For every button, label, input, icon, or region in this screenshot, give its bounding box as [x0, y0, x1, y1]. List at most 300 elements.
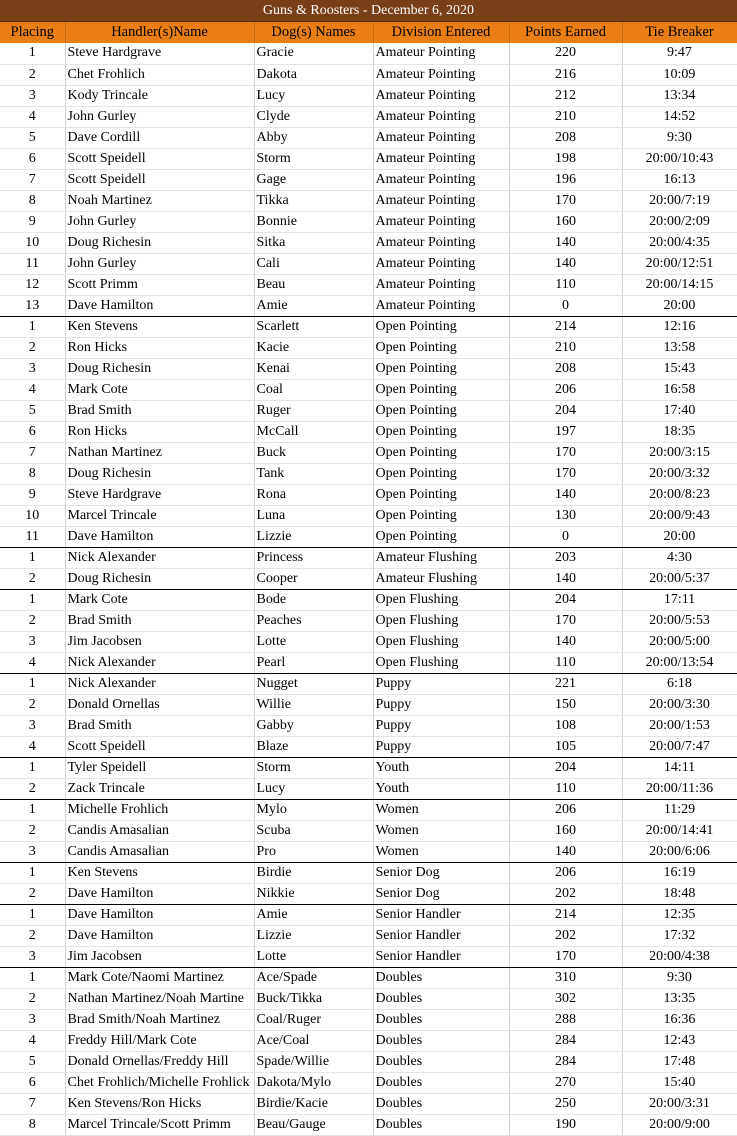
cell-dog: Lizzie — [254, 526, 373, 547]
table-row — [0, 463, 737, 484]
cell-dog: Storm — [254, 757, 373, 778]
cell-dog: Birdie — [254, 862, 373, 883]
cell-division: Amateur Pointing — [373, 85, 509, 106]
cell-tie-breaker: 20:00/14:41 — [622, 820, 737, 841]
cell-tie-breaker: 20:00/6:06 — [622, 841, 737, 862]
cell-points: 170 — [509, 463, 622, 484]
cell-division: Open Pointing — [373, 358, 509, 379]
cell-tie-breaker: 13:35 — [622, 988, 737, 1009]
cell-division: Doubles — [373, 1114, 509, 1135]
table-row — [0, 379, 737, 400]
cell-dog: Princess — [254, 547, 373, 568]
table-row — [0, 421, 737, 442]
cell-division: Puppy — [373, 694, 509, 715]
cell-dog: Birdie/Kacie — [254, 1093, 373, 1114]
table-row — [0, 505, 737, 526]
cell-handler: Steve Hardgrave — [65, 43, 254, 64]
cell-points: 208 — [509, 358, 622, 379]
cell-placing: 1 — [0, 757, 65, 778]
cell-dog: Peaches — [254, 610, 373, 631]
cell-division: Amateur Pointing — [373, 64, 509, 85]
cell-division: Amateur Pointing — [373, 211, 509, 232]
cell-tie-breaker: 12:43 — [622, 1030, 737, 1051]
cell-dog: Blaze — [254, 736, 373, 757]
cell-handler: Dave Hamilton — [65, 883, 254, 904]
cell-points: 210 — [509, 337, 622, 358]
cell-points: 197 — [509, 421, 622, 442]
cell-placing: 9 — [0, 484, 65, 505]
cell-tie-breaker: 12:35 — [622, 904, 737, 925]
cell-tie-breaker: 16:58 — [622, 379, 737, 400]
cell-tie-breaker: 20:00/5:00 — [622, 631, 737, 652]
cell-dog: Pro — [254, 841, 373, 862]
cell-tie-breaker: 20:00/11:36 — [622, 778, 737, 799]
cell-tie-breaker: 20:00/5:37 — [622, 568, 737, 589]
cell-handler: Zack Trincale — [65, 778, 254, 799]
table-row — [0, 862, 737, 883]
cell-division: Women — [373, 820, 509, 841]
table-row — [0, 526, 737, 547]
cell-handler: Dave Hamilton — [65, 526, 254, 547]
cell-dog: Dakota/Mylo — [254, 1072, 373, 1093]
cell-division: Senior Handler — [373, 904, 509, 925]
cell-tie-breaker: 14:52 — [622, 106, 737, 127]
cell-dog: Gabby — [254, 715, 373, 736]
cell-division: Amateur Pointing — [373, 148, 509, 169]
cell-placing: 1 — [0, 904, 65, 925]
cell-points: 110 — [509, 778, 622, 799]
table-row — [0, 232, 737, 253]
cell-division: Women — [373, 841, 509, 862]
cell-placing: 4 — [0, 652, 65, 673]
cell-handler: Nick Alexander — [65, 547, 254, 568]
cell-division: Doubles — [373, 1072, 509, 1093]
cell-division: Amateur Pointing — [373, 232, 509, 253]
cell-dog: Willie — [254, 694, 373, 715]
cell-division: Youth — [373, 778, 509, 799]
cell-division: Amateur Pointing — [373, 106, 509, 127]
cell-division: Open Flushing — [373, 610, 509, 631]
cell-handler: Marcel Trincale/Scott Primm — [65, 1114, 254, 1135]
cell-tie-breaker: 20:00/3:30 — [622, 694, 737, 715]
cell-dog: Nikkie — [254, 883, 373, 904]
cell-tie-breaker: 6:18 — [622, 673, 737, 694]
cell-handler: Scott Speidell — [65, 169, 254, 190]
cell-placing: 10 — [0, 232, 65, 253]
header-dog: Dog(s) Names — [254, 22, 373, 43]
cell-dog: Gage — [254, 169, 373, 190]
cell-division: Puppy — [373, 715, 509, 736]
cell-tie-breaker: 16:19 — [622, 862, 737, 883]
cell-points: 108 — [509, 715, 622, 736]
table-row — [0, 589, 737, 610]
cell-dog: Dakota — [254, 64, 373, 85]
cell-points: 288 — [509, 1009, 622, 1030]
cell-placing: 13 — [0, 295, 65, 316]
cell-division: Doubles — [373, 967, 509, 988]
results-table — [0, 22, 737, 1136]
cell-points: 140 — [509, 568, 622, 589]
cell-placing: 9 — [0, 211, 65, 232]
cell-handler: Nick Alexander — [65, 652, 254, 673]
table-row — [0, 1009, 737, 1030]
cell-placing: 5 — [0, 127, 65, 148]
cell-tie-breaker: 11:29 — [622, 799, 737, 820]
cell-division: Open Pointing — [373, 505, 509, 526]
cell-tie-breaker: 13:34 — [622, 85, 737, 106]
cell-division: Open Pointing — [373, 421, 509, 442]
cell-division: Open Pointing — [373, 484, 509, 505]
cell-tie-breaker: 20:00/4:38 — [622, 946, 737, 967]
cell-handler: Chet Frohlich — [65, 64, 254, 85]
cell-dog: Clyde — [254, 106, 373, 127]
table-row — [0, 820, 737, 841]
cell-points: 214 — [509, 904, 622, 925]
cell-placing: 4 — [0, 736, 65, 757]
cell-placing: 3 — [0, 85, 65, 106]
cell-division: Amateur Pointing — [373, 43, 509, 64]
table-row — [0, 568, 737, 589]
cell-handler: Dave Cordill — [65, 127, 254, 148]
cell-points: 140 — [509, 484, 622, 505]
table-row — [0, 358, 737, 379]
cell-handler: Ken Stevens/Ron Hicks — [65, 1093, 254, 1114]
cell-dog: Storm — [254, 148, 373, 169]
cell-dog: Spade/Willie — [254, 1051, 373, 1072]
cell-dog: Nugget — [254, 673, 373, 694]
cell-placing: 3 — [0, 1009, 65, 1030]
cell-points: 190 — [509, 1114, 622, 1135]
cell-division: Amateur Pointing — [373, 190, 509, 211]
cell-placing: 10 — [0, 505, 65, 526]
cell-division: Amateur Pointing — [373, 127, 509, 148]
cell-dog: Bode — [254, 589, 373, 610]
cell-handler: Nick Alexander — [65, 673, 254, 694]
cell-points: 160 — [509, 211, 622, 232]
cell-division: Open Pointing — [373, 526, 509, 547]
cell-dog: Beau/Gauge — [254, 1114, 373, 1135]
cell-placing: 1 — [0, 862, 65, 883]
cell-tie-breaker: 14:11 — [622, 757, 737, 778]
cell-dog: Lotte — [254, 946, 373, 967]
table-row — [0, 673, 737, 694]
cell-points: 203 — [509, 547, 622, 568]
cell-points: 221 — [509, 673, 622, 694]
cell-dog: Scuba — [254, 820, 373, 841]
cell-placing: 1 — [0, 673, 65, 694]
cell-tie-breaker: 20:00/13:54 — [622, 652, 737, 673]
cell-points: 208 — [509, 127, 622, 148]
cell-dog: Pearl — [254, 652, 373, 673]
cell-tie-breaker: 20:00/12:51 — [622, 253, 737, 274]
cell-tie-breaker: 17:32 — [622, 925, 737, 946]
cell-points: 310 — [509, 967, 622, 988]
table-row — [0, 883, 737, 904]
cell-handler: Chet Frohlich/Michelle Frohlick — [65, 1072, 254, 1093]
cell-tie-breaker: 20:00/7:19 — [622, 190, 737, 211]
cell-tie-breaker: 20:00/8:23 — [622, 484, 737, 505]
cell-handler: Nathan Martinez — [65, 442, 254, 463]
cell-handler: John Gurley — [65, 211, 254, 232]
header-division: Division Entered — [373, 22, 509, 43]
cell-dog: Cali — [254, 253, 373, 274]
cell-tie-breaker: 12:16 — [622, 316, 737, 337]
cell-tie-breaker: 20:00/9:43 — [622, 505, 737, 526]
cell-division: Open Pointing — [373, 337, 509, 358]
table-row — [0, 316, 737, 337]
cell-placing: 8 — [0, 190, 65, 211]
cell-points: 210 — [509, 106, 622, 127]
cell-handler: Kody Trincale — [65, 85, 254, 106]
cell-placing: 3 — [0, 715, 65, 736]
cell-tie-breaker: 20:00/2:09 — [622, 211, 737, 232]
cell-handler: Ken Stevens — [65, 862, 254, 883]
cell-dog: Beau — [254, 274, 373, 295]
cell-points: 170 — [509, 190, 622, 211]
cell-dog: Coal/Ruger — [254, 1009, 373, 1030]
cell-handler: Mark Cote/Naomi Martinez — [65, 967, 254, 988]
header-row — [0, 22, 737, 43]
table-row — [0, 946, 737, 967]
cell-handler: Candis Amasalian — [65, 841, 254, 862]
table-row — [0, 925, 737, 946]
table-row — [0, 967, 737, 988]
cell-points: 206 — [509, 862, 622, 883]
cell-handler: Dave Hamilton — [65, 295, 254, 316]
cell-handler: Brad Smith — [65, 400, 254, 421]
cell-placing: 1 — [0, 589, 65, 610]
cell-points: 170 — [509, 946, 622, 967]
table-row — [0, 1072, 737, 1093]
table-row — [0, 253, 737, 274]
cell-placing: 11 — [0, 253, 65, 274]
cell-tie-breaker: 13:58 — [622, 337, 737, 358]
cell-dog: Buck — [254, 442, 373, 463]
cell-handler: John Gurley — [65, 253, 254, 274]
cell-points: 140 — [509, 232, 622, 253]
cell-division: Open Pointing — [373, 400, 509, 421]
cell-dog: Amie — [254, 295, 373, 316]
cell-handler: Scott Speidell — [65, 148, 254, 169]
cell-division: Amateur Pointing — [373, 274, 509, 295]
cell-points: 0 — [509, 295, 622, 316]
table-row — [0, 547, 737, 568]
cell-dog: Bonnie — [254, 211, 373, 232]
cell-placing: 3 — [0, 946, 65, 967]
cell-placing: 7 — [0, 1093, 65, 1114]
cell-handler: Brad Smith — [65, 610, 254, 631]
cell-handler: Jim Jacobsen — [65, 946, 254, 967]
cell-division: Amateur Pointing — [373, 295, 509, 316]
table-row — [0, 1030, 737, 1051]
cell-dog: Abby — [254, 127, 373, 148]
cell-handler: Doug Richesin — [65, 358, 254, 379]
cell-points: 206 — [509, 379, 622, 400]
cell-division: Open Flushing — [373, 652, 509, 673]
cell-handler: Doug Richesin — [65, 568, 254, 589]
table-body — [0, 43, 737, 1135]
cell-handler: Nathan Martinez/Noah Martine — [65, 988, 254, 1009]
cell-handler: Ron Hicks — [65, 421, 254, 442]
cell-placing: 5 — [0, 1051, 65, 1072]
cell-placing: 2 — [0, 337, 65, 358]
cell-dog: Ace/Spade — [254, 967, 373, 988]
cell-points: 216 — [509, 64, 622, 85]
cell-points: 105 — [509, 736, 622, 757]
table-row — [0, 715, 737, 736]
cell-tie-breaker: 20:00/4:35 — [622, 232, 737, 253]
cell-tie-breaker: 20:00/1:53 — [622, 715, 737, 736]
cell-dog: Lotte — [254, 631, 373, 652]
cell-dog: Tank — [254, 463, 373, 484]
cell-placing: 2 — [0, 925, 65, 946]
cell-points: 270 — [509, 1072, 622, 1093]
cell-dog: Ace/Coal — [254, 1030, 373, 1051]
cell-tie-breaker: 20:00/5:53 — [622, 610, 737, 631]
table-row — [0, 85, 737, 106]
cell-placing: 2 — [0, 694, 65, 715]
cell-handler: Tyler Speidell — [65, 757, 254, 778]
cell-tie-breaker: 20:00/3:31 — [622, 1093, 737, 1114]
cell-handler: Brad Smith — [65, 715, 254, 736]
table-row — [0, 442, 737, 463]
cell-handler: Dave Hamilton — [65, 904, 254, 925]
cell-division: Open Pointing — [373, 316, 509, 337]
cell-tie-breaker: 9:30 — [622, 127, 737, 148]
cell-division: Senior Handler — [373, 925, 509, 946]
cell-placing: 1 — [0, 799, 65, 820]
cell-tie-breaker: 16:13 — [622, 169, 737, 190]
cell-tie-breaker: 20:00/3:15 — [622, 442, 737, 463]
header-placing: Placing — [0, 22, 65, 43]
cell-points: 204 — [509, 400, 622, 421]
cell-placing: 1 — [0, 43, 65, 64]
cell-division: Amateur Flushing — [373, 568, 509, 589]
cell-division: Women — [373, 799, 509, 820]
cell-tie-breaker: 20:00 — [622, 526, 737, 547]
cell-division: Doubles — [373, 1030, 509, 1051]
table-row — [0, 64, 737, 85]
cell-handler: Mark Cote — [65, 379, 254, 400]
cell-handler: Steve Hardgrave — [65, 484, 254, 505]
cell-tie-breaker: 4:30 — [622, 547, 737, 568]
table-row — [0, 337, 737, 358]
cell-tie-breaker: 15:40 — [622, 1072, 737, 1093]
cell-placing: 7 — [0, 169, 65, 190]
cell-dog: Lucy — [254, 778, 373, 799]
cell-handler: Noah Martinez — [65, 190, 254, 211]
cell-tie-breaker: 20:00/10:43 — [622, 148, 737, 169]
cell-points: 170 — [509, 442, 622, 463]
cell-points: 110 — [509, 652, 622, 673]
cell-placing: 6 — [0, 421, 65, 442]
cell-handler: Donald Ornellas/Freddy Hill — [65, 1051, 254, 1072]
cell-points: 196 — [509, 169, 622, 190]
cell-placing: 3 — [0, 631, 65, 652]
cell-placing: 6 — [0, 148, 65, 169]
cell-handler: Doug Richesin — [65, 232, 254, 253]
cell-placing: 2 — [0, 988, 65, 1009]
cell-placing: 12 — [0, 274, 65, 295]
table-row — [0, 484, 737, 505]
cell-placing: 1 — [0, 316, 65, 337]
cell-points: 140 — [509, 631, 622, 652]
table-row — [0, 43, 737, 64]
cell-division: Senior Dog — [373, 883, 509, 904]
cell-placing: 2 — [0, 64, 65, 85]
cell-division: Senior Handler — [373, 946, 509, 967]
cell-tie-breaker: 18:48 — [622, 883, 737, 904]
header-tie-breaker: Tie Breaker — [622, 22, 737, 43]
cell-points: 206 — [509, 799, 622, 820]
cell-placing: 1 — [0, 547, 65, 568]
table-row — [0, 148, 737, 169]
cell-points: 202 — [509, 925, 622, 946]
cell-points: 130 — [509, 505, 622, 526]
cell-handler: Candis Amasalian — [65, 820, 254, 841]
cell-division: Amateur Pointing — [373, 253, 509, 274]
cell-points: 284 — [509, 1030, 622, 1051]
table-row — [0, 631, 737, 652]
cell-placing: 6 — [0, 1072, 65, 1093]
cell-dog: Scarlett — [254, 316, 373, 337]
table-row — [0, 694, 737, 715]
cell-division: Puppy — [373, 736, 509, 757]
table-row — [0, 736, 737, 757]
cell-division: Open Pointing — [373, 379, 509, 400]
cell-handler: Scott Primm — [65, 274, 254, 295]
table-row — [0, 610, 737, 631]
cell-division: Doubles — [373, 1051, 509, 1072]
cell-tie-breaker: 18:35 — [622, 421, 737, 442]
cell-placing: 7 — [0, 442, 65, 463]
sheet-title: Guns & Roosters - December 6, 2020 — [0, 0, 737, 22]
cell-dog: Lucy — [254, 85, 373, 106]
cell-handler: Dave Hamilton — [65, 925, 254, 946]
cell-placing: 4 — [0, 106, 65, 127]
cell-handler: Freddy Hill/Mark Cote — [65, 1030, 254, 1051]
cell-points: 204 — [509, 589, 622, 610]
cell-division: Open Flushing — [373, 631, 509, 652]
header-handler: Handler(s)Name — [65, 22, 254, 43]
cell-handler: Marcel Trincale — [65, 505, 254, 526]
table-row — [0, 841, 737, 862]
cell-placing: 4 — [0, 379, 65, 400]
cell-placing: 3 — [0, 841, 65, 862]
cell-points: 250 — [509, 1093, 622, 1114]
cell-tie-breaker: 20:00 — [622, 295, 737, 316]
cell-dog: Buck/Tikka — [254, 988, 373, 1009]
cell-points: 202 — [509, 883, 622, 904]
cell-division: Doubles — [373, 1009, 509, 1030]
cell-division: Open Flushing — [373, 589, 509, 610]
cell-handler: Jim Jacobsen — [65, 631, 254, 652]
table-row — [0, 127, 737, 148]
table-row — [0, 1093, 737, 1114]
cell-tie-breaker: 16:36 — [622, 1009, 737, 1030]
table-row — [0, 400, 737, 421]
cell-dog: Mylo — [254, 799, 373, 820]
cell-tie-breaker: 10:09 — [622, 64, 737, 85]
cell-placing: 2 — [0, 883, 65, 904]
table-row — [0, 1114, 737, 1135]
cell-placing: 2 — [0, 610, 65, 631]
cell-tie-breaker: 9:47 — [622, 43, 737, 64]
cell-division: Puppy — [373, 673, 509, 694]
table-row — [0, 274, 737, 295]
cell-division: Doubles — [373, 988, 509, 1009]
cell-points: 160 — [509, 820, 622, 841]
